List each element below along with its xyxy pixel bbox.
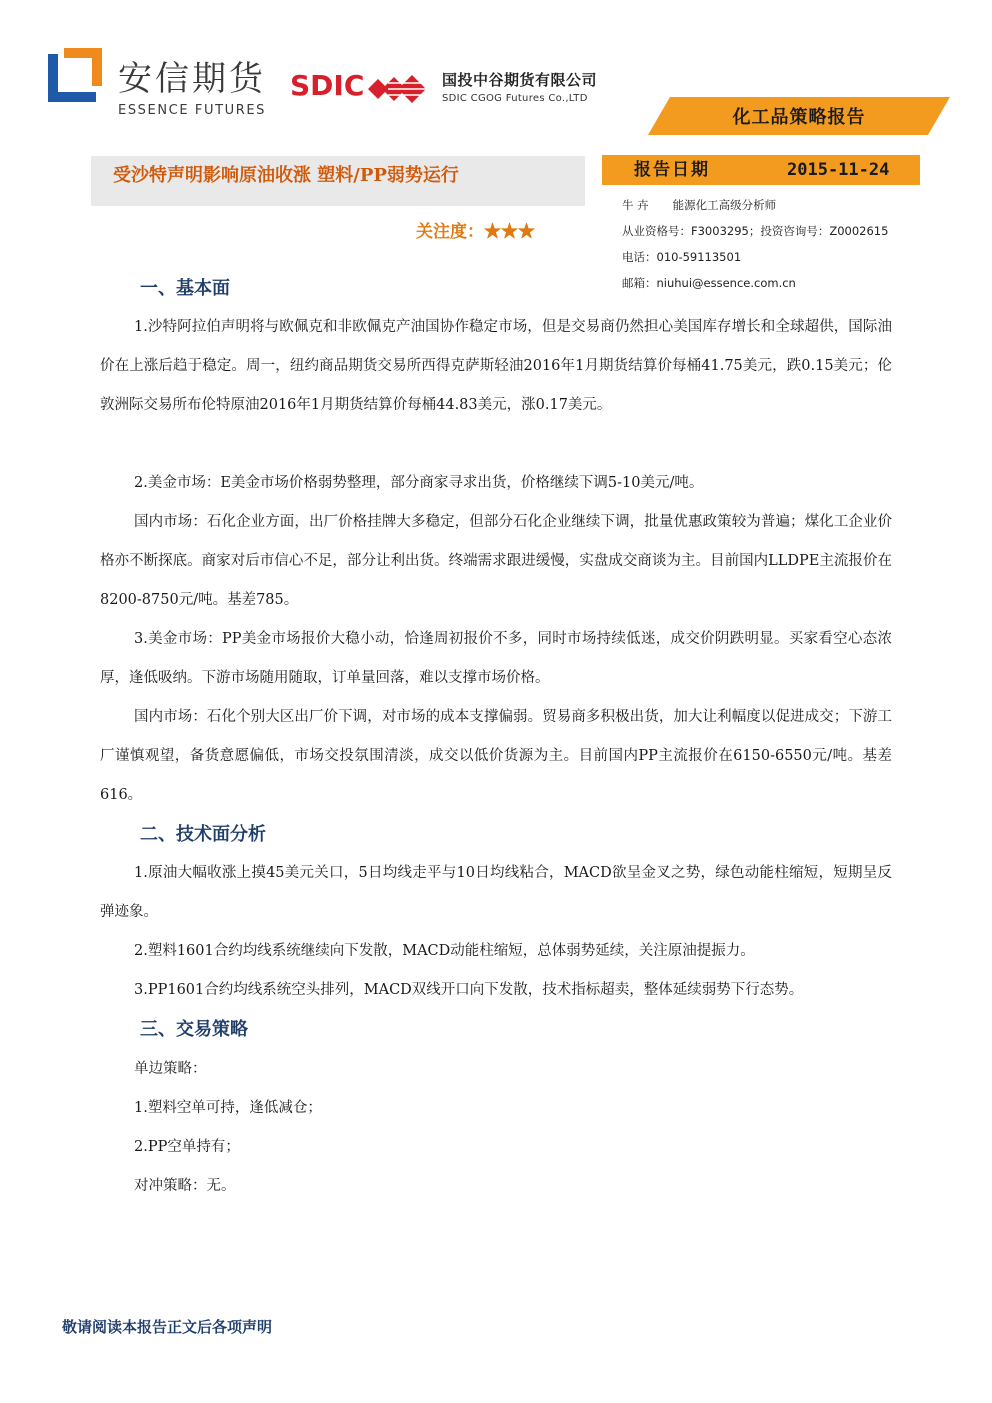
fundamentals-paragraph: 2.美金市场：E美金市场价格弱势整理，部分商家寻求出货，价格继续下调5-10美元/吨。: [134, 475, 704, 491]
report-type-label: 化工品策略报告: [732, 107, 866, 128]
essence-logo-cn: 安信期货: [118, 59, 266, 99]
attention-label: 关注度：: [416, 222, 484, 242]
technical-paragraph: 1.原油大幅收涨上摸45美元关口，5日均线走平与10日均线粘合，MACD欲呈金叉之势，绿色动能柱缩短，短期呈反弹迹象。: [100, 865, 892, 920]
strategy-line: 对冲策略：无。: [134, 1178, 236, 1194]
analyst-name-line: [622, 197, 776, 213]
strategy-line: 2.PP空单持有；: [134, 1139, 240, 1155]
essence-logo-icon: [48, 48, 102, 102]
fundamentals-paragraph: 1.沙特阿拉伯声明将与欧佩克和非欧佩克产油国协作稳定市场，但是交易商仍然担心美国库存增长和全球超供，国际油价在上涨后趋于稳定。周一，纽约商品期货交易所西得克萨斯轻油2016年1月期货结算价每桶41.75美元，跌0.15美元；伦敦洲际交易所布伦特原油2016年1月期货结算价每桶44.83美元，涨0.17美元。: [100, 319, 892, 413]
essence-logo-en: ESSENCE FUTURES: [118, 103, 267, 118]
sdic-logo-text: SDIC: [290, 69, 365, 102]
analyst-phone: 电话：010-59113501: [622, 250, 742, 264]
analyst-position: 能源化工高级分析师: [672, 198, 777, 212]
analyst-email: 邮箱：niuhui@essence.com.cn: [622, 276, 796, 290]
report-title: 受沙特声明影响原油收涨 塑料/PP弱势运行: [113, 165, 459, 186]
strategy-line: 1.塑料空单可持，逢低减仓；: [134, 1100, 322, 1116]
fundamentals-paragraph: 3.美金市场：PP美金市场报价大稳小动，恰逢周初报价不多，同时市场持续低迷，成交价阴跌明显。买家看空心态浓厚，逢低吸纳。下游市场随用随取，订单量回落，难以支撑市场价格。: [100, 631, 892, 686]
attention-rating: [416, 219, 535, 245]
section-heading-fundamentals: 一、基本面: [140, 278, 230, 299]
technical-paragraph: 3.PP1601合约均线系统空头排列，MACD双线开口向下发散，技术指标超卖，整体延续弱势下行态势。: [134, 982, 804, 998]
report-date-value: 2015-11-24: [787, 160, 890, 180]
fundamentals-paragraph: 国内市场：石化企业方面，出厂价格挂牌大多稳定，但部分石化企业继续下调，批量优惠政策较为普遍；煤化工企业价格亦不断探底。商家对后市信心不足，部分让利出货。终端需求跟进缓慢，实盘成交商谈为主。目前国内LLDPE主流报价在8200-8750元/吨。基差785。: [100, 514, 892, 608]
analyst-name: 牛 卉: [622, 198, 649, 212]
disclaimer-footer: 敬请阅读本报告正文后各项声明: [62, 1318, 273, 1336]
sdic-diamond-logo-icon: [368, 66, 430, 112]
fundamentals-paragraph: 国内市场：石化个别大区出厂价下调，对市场的成本支撑偏弱。贸易商多积极出货，加大让利幅度以促进成交；下游工厂谨慎观望，备货意愿偏低，市场交投氛围清淡，成交以低价货源为主。目前国内PP主流报价在6150-6550元/吨。基差616。: [100, 709, 892, 803]
section-heading-strategy: 三、交易策略: [140, 1019, 248, 1040]
report-date-label: 报告日期: [634, 160, 710, 180]
cgog-company-name-cn: 国投中谷期货有限公司: [442, 71, 598, 89]
analyst-qualification: 从业资格号：F3003295；投资咨询号：Z0002615: [622, 224, 889, 238]
attention-stars: ★★★: [484, 222, 535, 242]
strategy-line: 单边策略：: [134, 1061, 207, 1077]
technical-paragraph: 2.塑料1601合约均线系统继续向下发散，MACD动能柱缩短，总体弱势延续，关注原油提振力。: [134, 943, 755, 959]
section-heading-technical: 二、技术面分析: [140, 824, 266, 845]
cgog-company-name-en: SDIC CGOG Futures Co.,LTD: [442, 93, 588, 104]
